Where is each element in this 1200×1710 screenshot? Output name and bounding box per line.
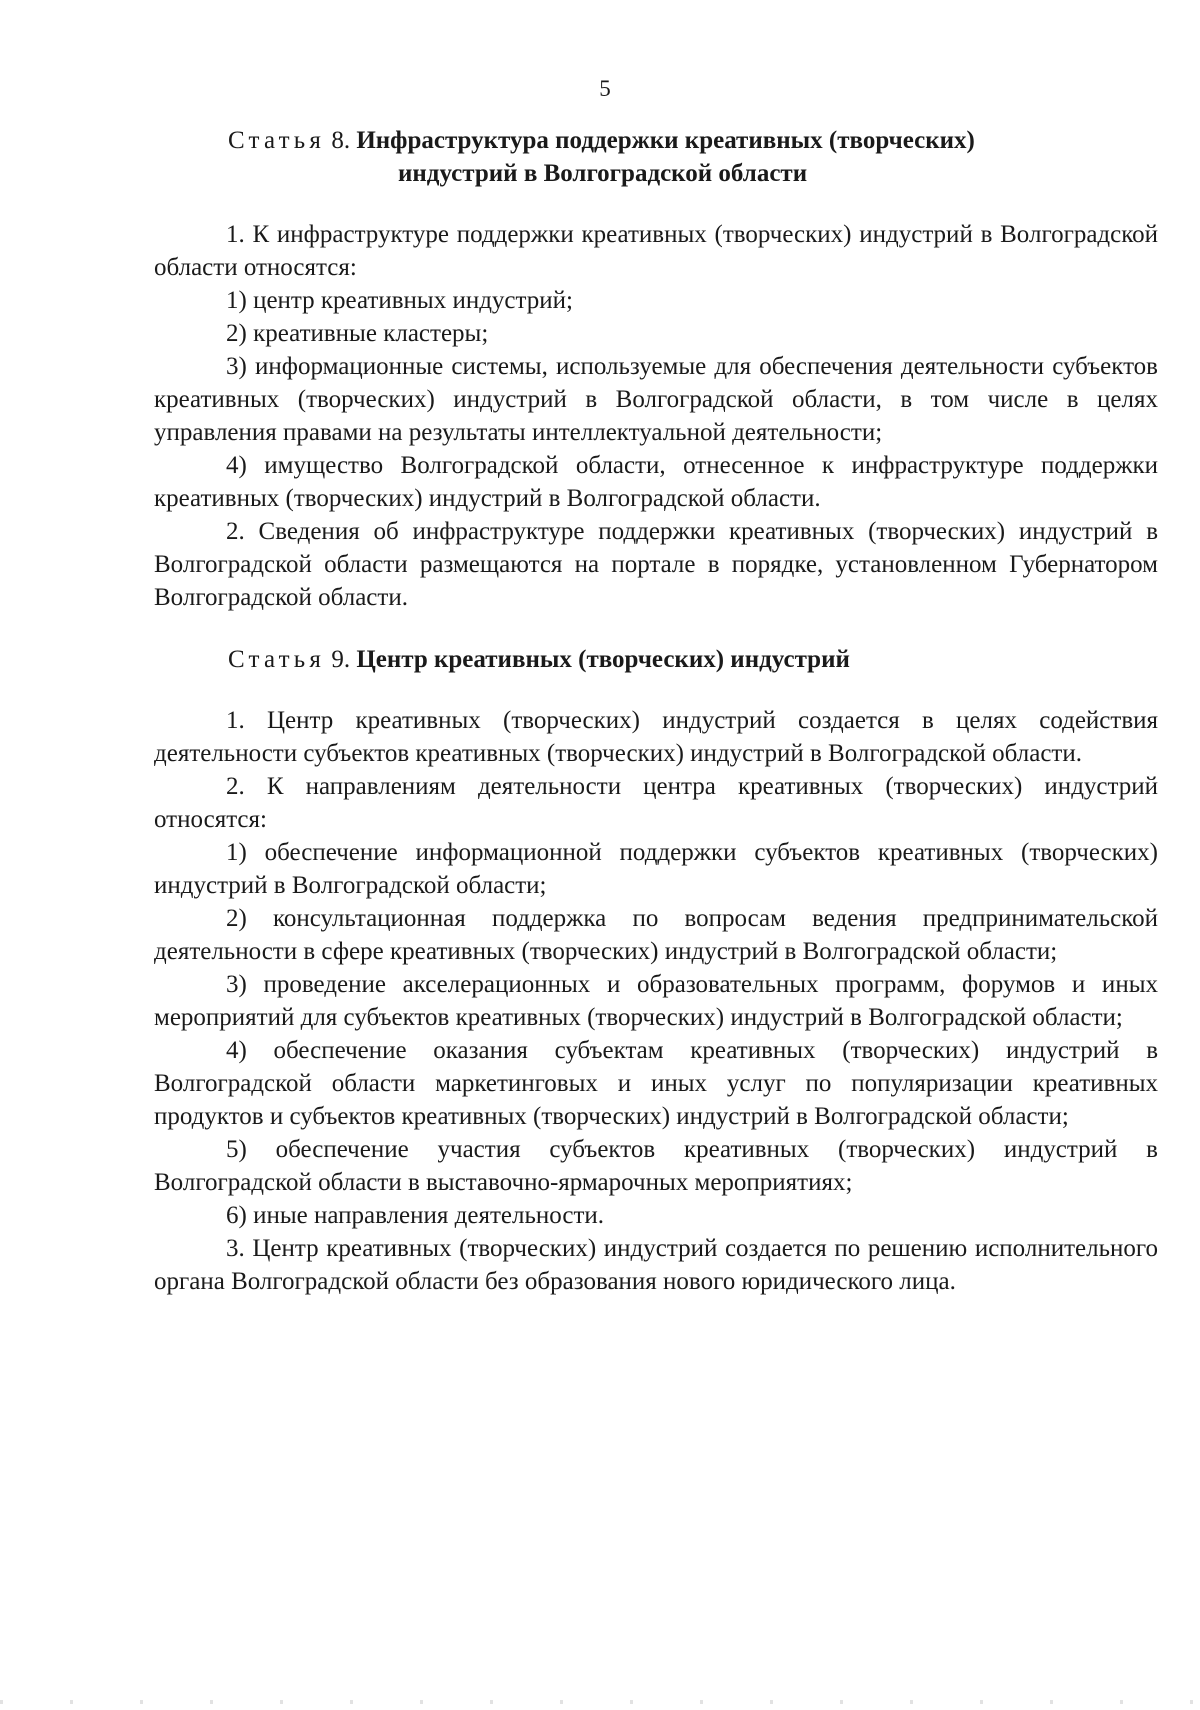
article-9-number: 9. xyxy=(331,646,351,673)
article-9-item-4: 4) обеспечение оказания субъектам креативных (творческих) индустрий в Волгоградской области маркетинговых и иных услуг по популяризации креативных продуктов и субъектов креативных (творческих) индустрий в Волгоградской области; xyxy=(154,1037,1158,1130)
article-9-title: Центр креативных (творческих) индустрий xyxy=(356,646,850,673)
article-8-title-line-2: индустрий в Волгоградской области xyxy=(398,160,808,187)
article-9-item-1: 1) обеспечение информационной поддержки субъектов креативных (творческих) индустрий в Волгоградской области; xyxy=(154,839,1158,899)
page-number: 5 xyxy=(599,76,611,101)
article-8-word: Статья xyxy=(228,127,326,154)
article-9-paragraph-3: 3. Центр креативных (творческих) индустрий создается по решению исполнительного органа Волгоградской области без образования нового юридического лица. xyxy=(154,1235,1158,1295)
article-8-title-line-1: Инфраструктура поддержки креативных (творческих) xyxy=(356,127,975,154)
article-8-paragraph-1: 1. К инфраструктуре поддержки креативных (творческих) индустрий в Волгоградской области относятся: xyxy=(154,221,1158,281)
article-9-item-5: 5) обеспечение участия субъектов креативных (творческих) индустрий в Волгоградской области в выставочно-ярмарочных мероприятиях; xyxy=(154,1136,1158,1196)
article-8-paragraph-2: 2. Сведения об инфраструктуре поддержки креативных (творческих) индустрий в Волгоградской области размещаются на портале в порядке, установленном Губернатором Волгоградской области. xyxy=(154,518,1158,611)
article-8-item-3: 3) информационные системы, используемые для обеспечения деятельности субъектов креативных (творческих) индустрий в Волгоградской области, в том числе в целях управления правами на результаты интеллектуальной деятельности; xyxy=(154,353,1158,446)
article-9-body xyxy=(154,704,1158,1298)
article-9-paragraph-2: 2. К направлениям деятельности центра креативных (творческих) индустрий относятся: xyxy=(154,773,1158,833)
article-8-heading xyxy=(228,124,1128,190)
article-9-item-6: 6) иные направления деятельности. xyxy=(226,1202,605,1229)
article-8-number: 8. xyxy=(331,127,351,154)
article-8-item-2: 2) креативные кластеры; xyxy=(226,320,489,347)
article-9-item-3: 3) проведение акселерационных и образовательных программ, форумов и иных мероприятий для субъектов креативных (творческих) индустрий в Волгоградской области; xyxy=(154,971,1158,1031)
article-9-heading xyxy=(228,643,1128,676)
article-8-body xyxy=(154,218,1158,614)
article-9-paragraph-1: 1. Центр креативных (творческих) индустрий создается в целях содействия деятельности субъектов креативных (творческих) индустрий в Волгоградской области. xyxy=(154,707,1158,767)
article-9-item-2: 2) консультационная поддержка по вопросам ведения предпринимательской деятельности в сфере креативных (творческих) индустрий в Волгоградской области; xyxy=(154,905,1158,965)
article-8-item-4: 4) имущество Волгоградской области, отнесенное к инфраструктуре поддержки креативных (творческих) индустрий в Волгоградской области. xyxy=(154,452,1158,512)
scan-edge-specks xyxy=(0,1700,1200,1704)
article-9-word: Статья xyxy=(228,646,326,673)
article-8-item-1: 1) центр креативных индустрий; xyxy=(226,287,573,314)
